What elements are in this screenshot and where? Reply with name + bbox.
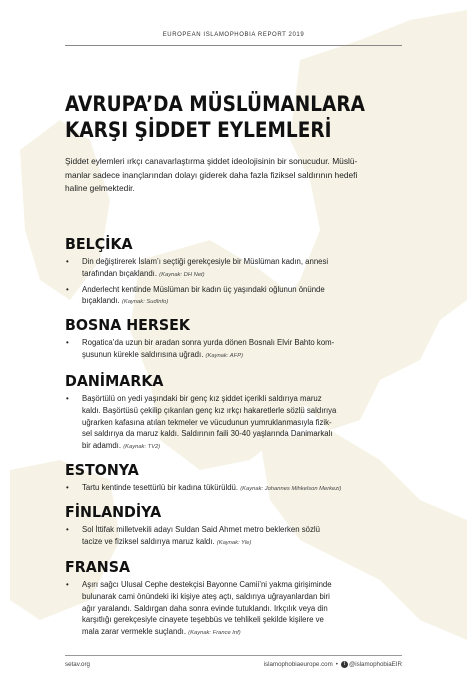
twitter-icon: t xyxy=(341,661,348,668)
source-citation: (Kaynak: SudInfo) xyxy=(121,299,169,306)
page-title-line-2: KARŞI ŞİDDET EYLEMLERİ xyxy=(65,118,332,143)
list-item xyxy=(65,482,410,496)
country-heading: FRANSA xyxy=(65,558,131,576)
bullet: • xyxy=(66,257,69,266)
country-heading: DANİMARKA xyxy=(65,372,164,390)
list-item xyxy=(65,337,410,363)
list-item xyxy=(65,579,410,640)
item-line: tarafından bıçaklandı. xyxy=(82,268,157,278)
source-citation: (Kaynak: Yle) xyxy=(216,539,252,546)
intro-line: manlar sadece inançlarından dolayı giderek daha fazla fiziksel saldırının hedefi xyxy=(65,169,358,180)
item-line: ağır yaralandı. Saldırgan daha sonra evinde tutuklandı. Irkçılık veya din xyxy=(82,603,328,613)
intro-paragraph xyxy=(65,155,405,196)
item-line: Rogatica’da uzun bir aradan sonra yurda dönen Bosnalı Elvir Bahto kom- xyxy=(82,338,335,347)
header-divider xyxy=(65,45,402,46)
country-heading: BELÇİKA xyxy=(65,235,133,253)
item-line: şusunun kürekle saldırısına uğradı. xyxy=(82,349,204,359)
list-item xyxy=(65,284,410,310)
item-line: Sol İttifak milletvekili adayı Suldan Said Ahmet metro beklerken sözlü xyxy=(82,525,320,534)
footer-separator: • xyxy=(335,661,338,669)
bullet: • xyxy=(66,483,69,492)
item-line: Anderlecht kentinde Müslüman bir kadın üç yaşındaki oğlunun önünde xyxy=(82,284,325,294)
footer-divider xyxy=(65,655,402,656)
bullet: • xyxy=(66,338,69,347)
intro-line: haline gelmektedir. xyxy=(65,183,135,194)
section-belcika xyxy=(65,235,410,311)
list-item xyxy=(65,393,410,454)
item-line: karşıtlığı gerekçesiyle cinayete teşebbüs ve tehlikeli şekilde kişilere ve xyxy=(82,615,324,625)
source-citation: (Kaynak: TV2) xyxy=(123,444,161,451)
intro-line: Şiddet eylemleri ırkçı canavarlaştırma şiddet ideolojisinin bir sonucudur. Müslü- xyxy=(65,156,358,166)
country-heading: BOSNA HERSEK xyxy=(65,316,190,334)
bullet: • xyxy=(66,284,69,294)
item-line: Aşırı sağcı Ulusal Cephe destekçisi Bayonne Camii’ni yakma girişiminde xyxy=(82,580,332,589)
report-header: EUROPEAN ISLAMOPHOBIA REPORT 2019 xyxy=(162,32,305,38)
footer-site-link[interactable]: setav.org xyxy=(65,661,90,668)
footer-twitter-handle[interactable]: @islamophobiaEIR xyxy=(348,661,402,669)
section-danimarka xyxy=(65,372,410,456)
item-line: mala zarar vermekle suçlandı. xyxy=(82,627,186,637)
bullet: • xyxy=(66,525,69,534)
bullet: • xyxy=(66,580,69,589)
section-bosna-hersek xyxy=(65,316,410,365)
country-heading: FİNLANDİYA xyxy=(65,503,162,521)
item-line: Başörtülü on yedi yaşındaki bir genç kız şiddet içerikli saldırıya maruz xyxy=(82,394,322,403)
source-citation: (Kaynak: DH Net) xyxy=(159,271,205,278)
section-estonya xyxy=(65,461,410,498)
item-line: bıçaklandı. xyxy=(82,296,120,306)
item-line: bir adamdı. xyxy=(82,441,122,451)
footer-links xyxy=(264,661,402,668)
page-title-line-1: AVRUPA’DA MÜSLÜMANLARA xyxy=(65,92,365,117)
item-line: sel saldırıya da maruz kaldı. Saldırının faili 30-40 yaşlarında Danimarkalı xyxy=(82,429,333,439)
item-line: uğrarken kafasına atılan tekmeler ve vücudunun yumruklanmasıyla fizik- xyxy=(82,417,332,427)
section-finlandiya xyxy=(65,503,410,552)
bullet: • xyxy=(66,394,69,403)
page-title xyxy=(65,92,365,144)
footer-website-link[interactable]: islamophobiaeurope.com xyxy=(263,661,333,669)
item-line: bulunarak cami önündeki iki kişiye ateş açtı, saldırıya uğrayanlardan biri xyxy=(82,591,330,601)
country-heading: ESTONYA xyxy=(65,461,139,479)
item-line: tacize ve fiziksel saldırıya maruz kaldı. xyxy=(82,536,215,546)
item-line: Tartu kentinde tesettürlü bir kadına tükürüldü. xyxy=(82,483,239,492)
item-line: Din değiştirerek İslam’ı seçtiği gerekçesiyle bir Müslüman kadın, annesi xyxy=(82,257,329,266)
source-citation: (Kaynak: France Inf) xyxy=(188,630,241,637)
list-item xyxy=(65,256,410,282)
list-item xyxy=(65,524,410,550)
source-citation: (Kaynak: Johannes Mihkelson Merkezi) xyxy=(240,486,342,492)
item-line: kaldı. Başörtüsü çekilip çıkarılan genç kız ırkçı hakaretlerle sözlü saldırıya xyxy=(82,405,337,415)
source-citation: (Kaynak: AFP) xyxy=(205,352,244,359)
section-fransa xyxy=(65,558,410,642)
